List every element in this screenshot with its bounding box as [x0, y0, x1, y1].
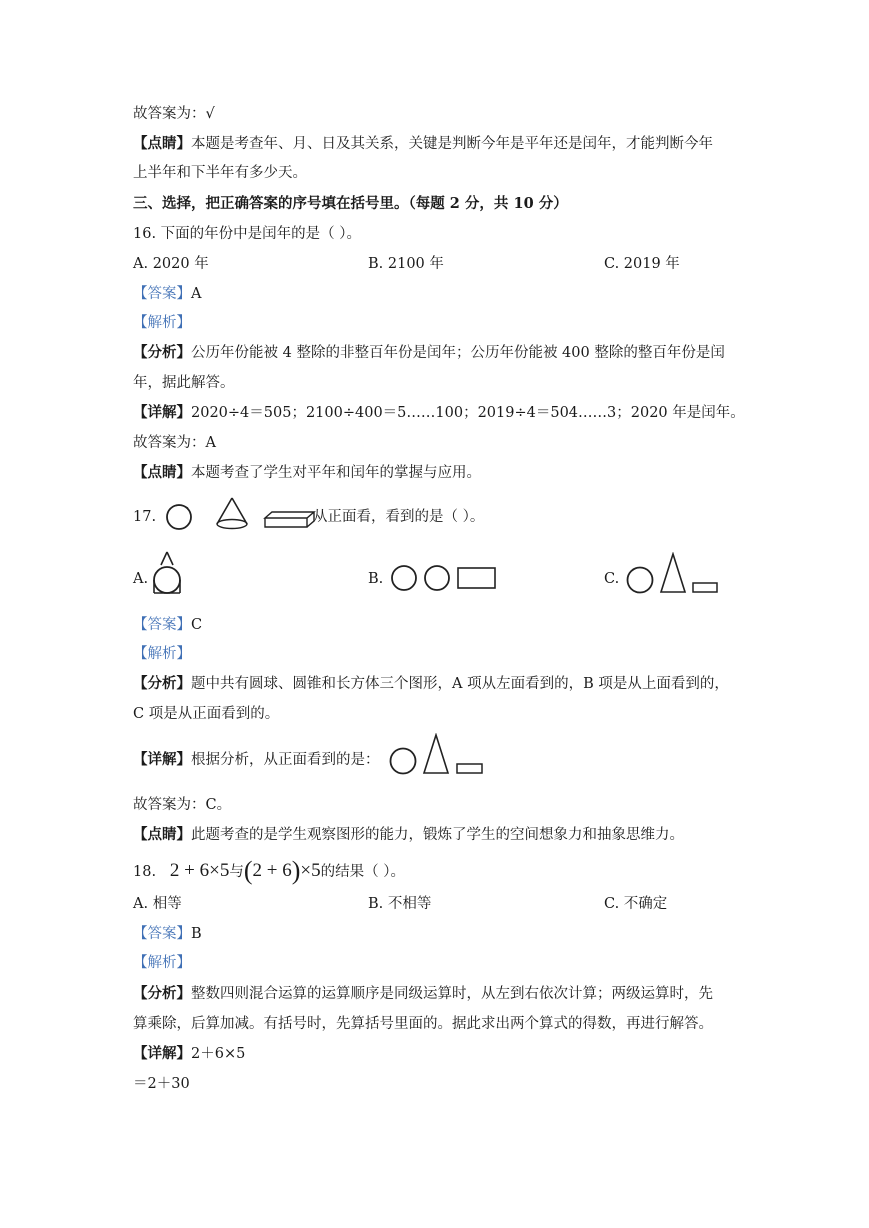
q16-analysis-cont: 年，据此解答。: [133, 375, 235, 391]
q18-analysis: [133, 984, 713, 1004]
q17-comment: [133, 825, 684, 845]
q17-stem: 从正面看，看到的是（ ）。: [313, 509, 485, 525]
q16-detail: [133, 403, 745, 423]
q18-analysis-cont: 算乘除，后算加减。有括号时，先算括号里面的。据此求出两个算式的得数，再进行解答。: [133, 1016, 713, 1032]
q17-detail-figure: [387, 733, 487, 777]
analysis-tag: 【分析】: [133, 985, 191, 1002]
q16-option-c: C. 2019 年: [604, 256, 680, 272]
q16-option-b: B. 2100 年: [368, 256, 444, 272]
q17-option-b-figure: [388, 563, 500, 593]
q18-option-a: A. 相等: [133, 896, 182, 912]
q18-connector: 与: [229, 864, 244, 880]
q16-comment: [133, 463, 481, 483]
analysis-tag: 【分析】: [133, 344, 191, 361]
comment-15-cont: 上半年和下半年有多少天。: [133, 165, 307, 181]
q18-option-c: C. 不确定: [604, 896, 668, 912]
section-3-heading: 三、选择，把正确答案的序号填在括号里。（每题 2 分，共 10 分）: [133, 195, 568, 212]
q18-step: ＝2＋30: [133, 1076, 190, 1092]
cone-shape: [217, 498, 247, 529]
answer-value: A: [191, 286, 202, 302]
q17-option-c-label: C.: [604, 571, 620, 587]
q16-jiexi-tag: 【解析】: [133, 315, 191, 331]
q17-analysis-cont: C 项是从正面看到的。: [133, 706, 280, 722]
detail-tag: 【详解】: [133, 1045, 191, 1062]
detail-tag: 【详解】: [133, 404, 191, 421]
q18-answer: [133, 924, 202, 944]
q18-jiexi-tag: 【解析】: [133, 955, 191, 971]
q18-option-b: B. 不相等: [368, 896, 432, 912]
sphere-shape: [167, 505, 191, 529]
answer-value: C: [191, 617, 203, 633]
q18-detail: [133, 1044, 245, 1064]
comment-tag: 【点睛】: [133, 135, 191, 152]
detail-text: 2020÷4＝505；2100÷400＝5……100；2019÷4＝504……3；2020 年是闰年。: [191, 405, 745, 421]
q18-expression-2-inner: 2 + 6: [252, 860, 292, 881]
q17-number: 17.: [133, 509, 157, 525]
q18-paren-open: (: [243, 856, 253, 885]
comment-text: 此题考查的是学生观察图形的能力，锻炼了学生的空间想象力和抽象思维力。: [191, 827, 684, 843]
q17-option-a-figure: [150, 550, 186, 596]
comment-text: 本题考查了学生对平年和闰年的掌握与应用。: [191, 465, 481, 481]
answer-conclusion-15: 故答案为：√: [133, 106, 215, 122]
comment-15: [133, 134, 713, 154]
q18-expression-2-times: ×5: [300, 860, 321, 881]
q17-option-b-label: B.: [368, 571, 384, 587]
cuboid-shape: [265, 512, 314, 527]
detail-tag: 【详解】: [133, 751, 191, 768]
detail-text: 根据分析，从正面看到的是：: [191, 752, 380, 768]
q18-expression-1: 2 + 6×5: [169, 860, 230, 881]
answer-tag: 【答案】: [133, 617, 191, 633]
answer-value: B: [191, 926, 202, 942]
q17-conclusion: 故答案为：C。: [133, 797, 232, 813]
analysis-text: 整数四则混合运算的运算顺序是同级运算时，从左到右依次计算；两级运算时，先: [191, 986, 713, 1002]
q16-analysis: [133, 343, 725, 363]
analysis-text: 公历年份能被 4 整除的非整百年份是闰年；公历年份能被 400 整除的整百年份是闰: [191, 345, 725, 361]
answer-tag: 【答案】: [133, 286, 191, 302]
q18-number: 18.: [133, 864, 157, 880]
detail-text: 2＋6×5: [191, 1046, 246, 1062]
q17-solids-figure: [160, 494, 320, 536]
comment-text: 本题是考查年、月、日及其关系，关键是判断今年是平年还是闰年，才能判断今年: [191, 136, 713, 152]
q16-conclusion: 故答案为：A: [133, 435, 216, 451]
q18-paren-close: ): [291, 856, 301, 885]
q17-jiexi-tag: 【解析】: [133, 646, 191, 662]
analysis-tag: 【分析】: [133, 675, 191, 692]
answer-tag: 【答案】: [133, 926, 191, 942]
q17-detail: [133, 750, 380, 770]
q18-stem: [133, 858, 405, 885]
comment-tag: 【点睛】: [133, 464, 191, 481]
comment-tag: 【点睛】: [133, 826, 191, 843]
q16-option-a: A. 2020 年: [133, 256, 209, 272]
q17-option-c-figure: [624, 552, 724, 596]
analysis-text: 题中共有圆球、圆锥和长方体三个图形，A 项从左面看到的，B 项是从上面看到的，: [191, 676, 729, 692]
q16-stem: 16. 下面的年份中是闰年的是（ ）。: [133, 226, 362, 242]
q17-answer: [133, 615, 202, 635]
q16-answer: [133, 284, 201, 304]
q17-analysis: [133, 674, 729, 694]
q18-stem-tail: 的结果（ ）。: [320, 864, 405, 880]
q17-option-a-label: A.: [133, 571, 149, 587]
